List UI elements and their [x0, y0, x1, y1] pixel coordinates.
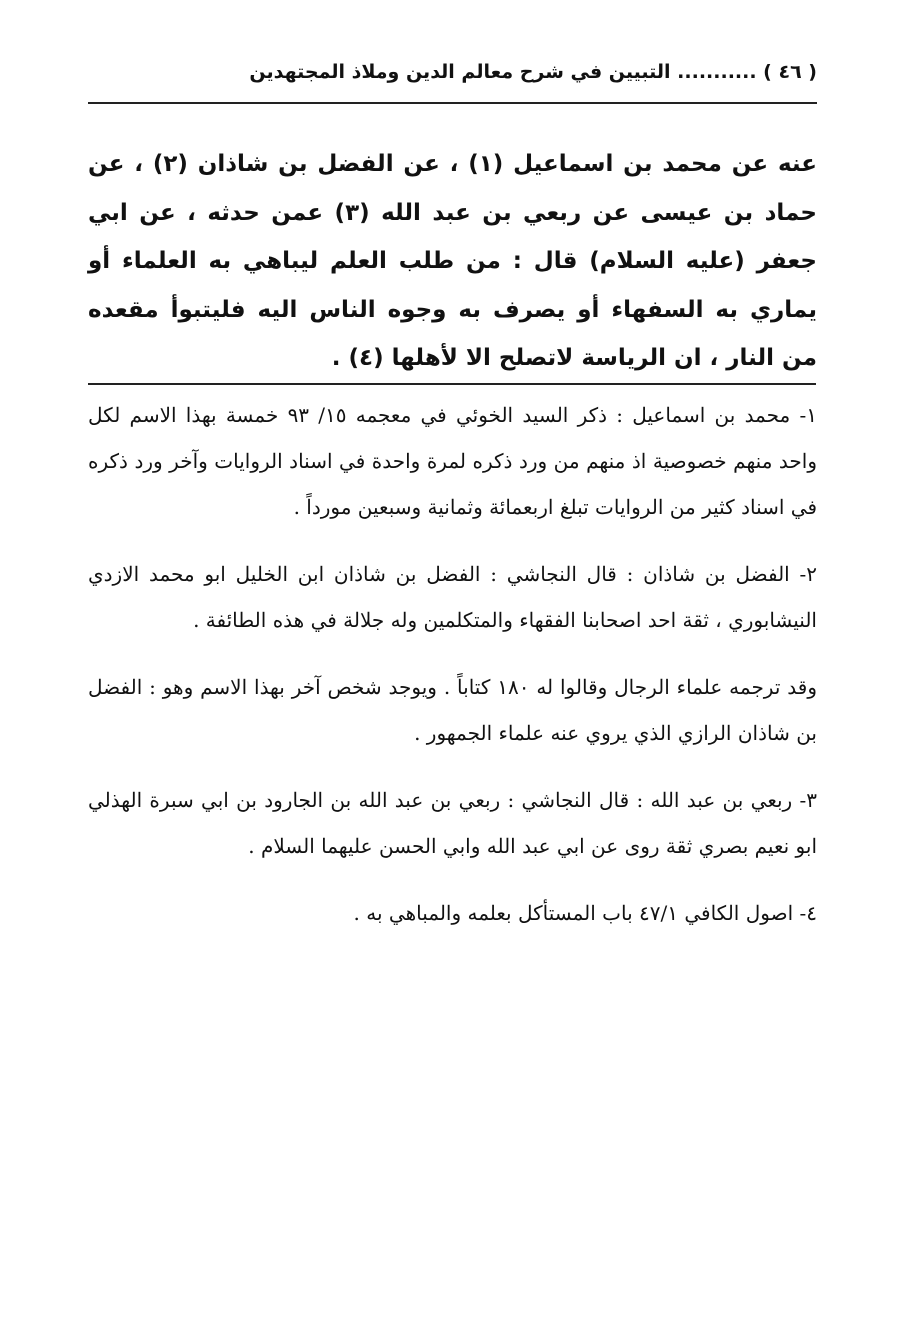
footnotes: [88, 392, 817, 957]
footnote-2: ٢- الفضل بن شاذان : قال النجاشي : الفضل بن شاذان ابن الخليل ابو محمد الازدي النيشابوري ، ثقة احد اصحابنا الفقهاء والمتكلمين وله جلالة في هذه الطائفة .: [88, 562, 817, 632]
running-header: [88, 44, 817, 104]
main-text: عنه عن محمد بن اسماعيل (١) ، عن الفضل بن شاذان (٢) ، عن حماد بن عيسى عن ربعي بن عبد الله (٣) عمن حدثه ، عن ابي جعفر (عليه السلام) قال : من طلب العلم ليباهي به العلماء أو يماري به السفهاء أو يصرف به وجوه الناس اليه فليتبوأ مقعده من النار ، ان الرياسة لاتصلح الا لأهلها (٤) .: [88, 151, 818, 371]
footnote-4: ٤- اصول الكافي ٤٧/١ باب المستأكل بعلمه والمباهي به .: [353, 901, 817, 925]
footnote-separator: [88, 383, 816, 385]
header-rule: [88, 102, 817, 104]
header-title: ( ٤٦ ) ........... التبيين في شرح معالم الدين وملاذ المجتهدين: [249, 61, 817, 83]
footnote-1: ١- محمد بن اسماعيل : ذكر السيد الخوئي في معجمه ١٥/ ٩٣ خمسة بهذا الاسم لكل واحد منهم خصوصية اذ منهم من ورد ذكره لمرة واحدة في اسناد الروايات وآخر ورد ذكره في اسناد كثير من الروايات تبلغ اربعمائة وثمانية وسبعين مورداً .: [88, 403, 817, 519]
footnote-3: ٣- ربعي بن عبد الله : قال النجاشي : ربعي بن عبد الله بن الجارود بن ابي سبرة الهذلي ابو نعيم بصري ثقة روى عن ابي عبد الله وابي الحسن عليهما السلام .: [88, 788, 818, 858]
footnote-2-continuation: وقد ترجمه علماء الرجال وقالوا له ١٨٠ كتاباً . ويوجد شخص آخر بهذا الاسم وهو : الفضل بن شاذان الرازي الذي يروي عنه علماء الجمهور .: [88, 675, 817, 745]
